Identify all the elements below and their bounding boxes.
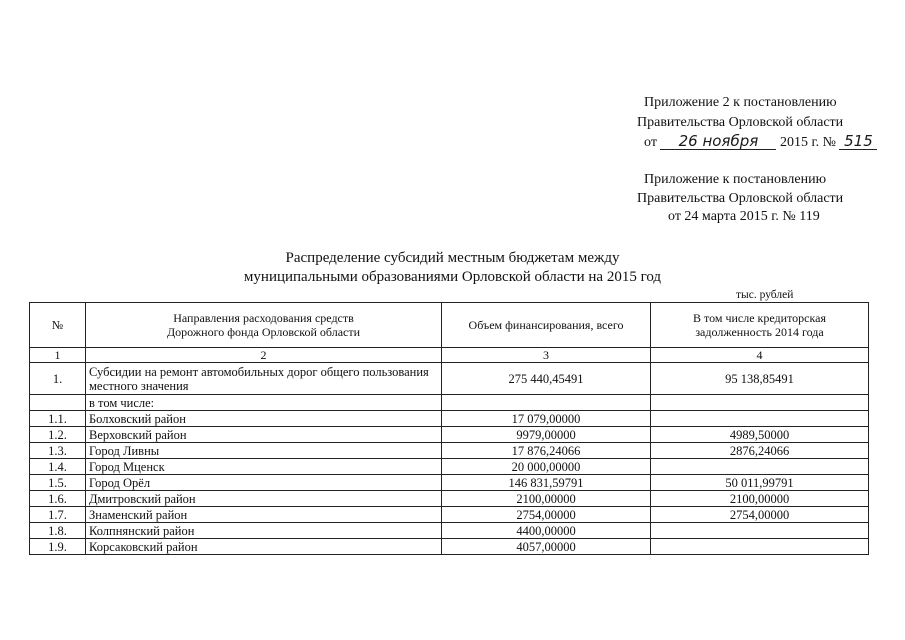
subsidies-table	[29, 302, 869, 555]
row-name: Знаменский район	[86, 507, 442, 523]
row-debt	[651, 411, 869, 427]
row-name: Корсаковский район	[86, 539, 442, 555]
year-number-label: 2015 г. №	[779, 135, 836, 150]
row-number: 1.6.	[30, 491, 86, 507]
row-number: 1.	[30, 363, 86, 395]
row-total: 146 831,59791	[442, 475, 651, 491]
appendix-line-3: от 24 марта 2015 г. № 119	[668, 209, 820, 224]
table-row	[30, 411, 869, 427]
table-row	[30, 491, 869, 507]
table-header-row	[30, 303, 869, 348]
row-debt: 2754,00000	[651, 507, 869, 523]
column-number: 4	[651, 348, 869, 363]
table-row	[30, 523, 869, 539]
row-name: Город Мценск	[86, 459, 442, 475]
table-row	[30, 539, 869, 555]
row-total: 4400,00000	[442, 523, 651, 539]
table-row	[30, 459, 869, 475]
appendix-line-2: Правительства Орловской области	[637, 191, 844, 206]
handwritten-date: 26 ноября	[660, 134, 776, 150]
row-total: 17 876,24066	[442, 443, 651, 459]
table-row	[30, 427, 869, 443]
column-number: 2	[86, 348, 442, 363]
row-number: 1.2.	[30, 427, 86, 443]
from-label: от	[644, 135, 657, 150]
row-debt: 50 011,99791	[651, 475, 869, 491]
column-header-direction: Направления расходования средств Дорожного фонда Орловской области	[86, 303, 442, 348]
appendix-2-date-line	[644, 134, 877, 152]
column-header-total: Объем финансирования, всего	[442, 303, 651, 348]
row-total: 9979,00000	[442, 427, 651, 443]
row-number: 1.7.	[30, 507, 86, 523]
appendix-2-line-2: Правительства Орловской области	[637, 115, 844, 130]
row-total: 2754,00000	[442, 507, 651, 523]
table-row	[30, 507, 869, 523]
row-debt: 95 138,85491	[651, 363, 869, 395]
table-body	[30, 411, 869, 555]
table-row	[30, 443, 869, 459]
row-debt	[651, 539, 869, 555]
row-total: 20 000,00000	[442, 459, 651, 475]
table-row	[30, 475, 869, 491]
column-number: 1	[30, 348, 86, 363]
row-number: 1.8.	[30, 523, 86, 539]
row-number: 1.4.	[30, 459, 86, 475]
including-label: в том числе:	[86, 395, 442, 411]
row-number: 1.5.	[30, 475, 86, 491]
row-number: 1.9.	[30, 539, 86, 555]
row-total: 4057,00000	[442, 539, 651, 555]
row-name: Колпнянский район	[86, 523, 442, 539]
row-name: Город Орёл	[86, 475, 442, 491]
column-number: 3	[442, 348, 651, 363]
row-number: 1.3.	[30, 443, 86, 459]
row-debt	[651, 523, 869, 539]
document-title-line-2: муниципальными образованиями Орловской области на 2015 год	[243, 269, 662, 285]
appendix-line-1: Приложение к постановлению	[644, 172, 827, 187]
column-header-debt: В том числе кредиторская задолженность 2014 года	[651, 303, 869, 348]
row-name: Город Ливны	[86, 443, 442, 459]
row-total: 275 440,45491	[442, 363, 651, 395]
row-total: 17 079,00000	[442, 411, 651, 427]
row-debt: 2100,00000	[651, 491, 869, 507]
row-debt	[651, 459, 869, 475]
table-row-main	[30, 363, 869, 395]
document-title-line-1: Распределение субсидий местным бюджетам между	[285, 250, 620, 266]
row-name: Дмитровский район	[86, 491, 442, 507]
appendix-2-line-1: Приложение 2 к постановлению	[644, 95, 837, 110]
table-row-including	[30, 395, 869, 411]
row-debt: 4989,50000	[651, 427, 869, 443]
row-name: Болховский район	[86, 411, 442, 427]
row-number: 1.1.	[30, 411, 86, 427]
column-number-row	[30, 348, 869, 363]
handwritten-number: 515	[839, 134, 877, 150]
row-debt: 2876,24066	[651, 443, 869, 459]
row-name: Субсидии на ремонт автомобильных дорог общего пользования местного значения	[86, 363, 442, 395]
row-name: Верховский район	[86, 427, 442, 443]
row-total: 2100,00000	[442, 491, 651, 507]
column-header-number: №	[30, 303, 86, 348]
units-label: тыс. рублей	[736, 289, 794, 301]
